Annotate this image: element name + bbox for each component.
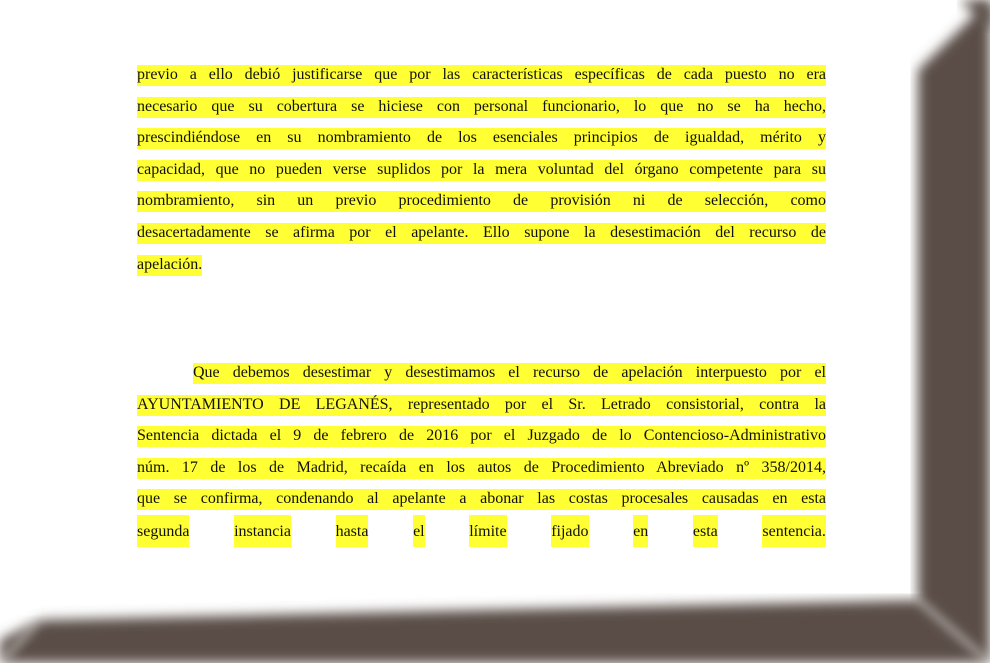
highlighted-text: nombramiento, sin un previo procedimiento de provisión ni de selección, como xyxy=(137,191,826,212)
highlighted-text: capacidad, que no pueden verse suplidos por la mera voluntad del órgano competente para su xyxy=(137,160,826,181)
text-line xyxy=(137,249,826,281)
text-line xyxy=(137,483,826,515)
paragraph-fallo xyxy=(137,357,826,547)
highlighted-word: sentencia. xyxy=(762,515,826,547)
highlighted-word: fijado xyxy=(551,515,588,547)
text-line xyxy=(137,154,826,186)
highlighted-word: el xyxy=(413,515,425,547)
highlighted-word: límite xyxy=(469,515,506,547)
text-line xyxy=(137,515,826,547)
text-line xyxy=(137,185,826,217)
text-line xyxy=(137,217,826,249)
highlighted-text: AYUNTAMIENTO DE LEGANÉS, representado por el Sr. Letrado consistorial, contra la xyxy=(137,395,826,416)
highlighted-word: instancia xyxy=(234,515,291,547)
text-line xyxy=(137,357,826,389)
text-line xyxy=(137,122,826,154)
text-line xyxy=(137,452,826,484)
highlighted-word: en xyxy=(633,515,648,547)
highlighted-text: previo a ello debió justificarse que por las características específicas de cada puesto no era xyxy=(137,65,826,86)
highlighted-word: hasta xyxy=(336,515,369,547)
paragraph-fundamentos xyxy=(137,59,826,280)
highlighted-text: que se confirma, condenando al apelante a abonar las costas procesales causadas en esta xyxy=(137,489,826,510)
highlighted-text: desacertadamente se afirma por el apelante. Ello supone la desestimación del recurso de xyxy=(137,223,826,244)
text-line xyxy=(137,91,826,123)
highlighted-text: apelación. xyxy=(137,255,202,276)
highlighted-text: Que debemos desestimar y desestimamos el recurso de apelación interpuesto por el xyxy=(193,363,826,384)
text-line xyxy=(137,389,826,421)
text-line xyxy=(137,59,826,91)
highlighted-text: núm. 17 de los de Madrid, recaída en los autos de Procedimiento Abreviado nº 358/2014, xyxy=(137,458,826,479)
text-line xyxy=(137,420,826,452)
highlighted-text: Sentencia dictada el 9 de febrero de 2016 por el Juzgado de lo Contencioso-Administrativo xyxy=(137,426,826,447)
highlighted-word: esta xyxy=(693,515,718,547)
highlighted-text: prescindiéndose en su nombramiento de los esenciales principios de igualdad, mérito y xyxy=(137,128,826,149)
highlighted-word: segunda xyxy=(137,515,189,547)
highlighted-text: necesario que su cobertura se hiciese con personal funcionario, lo que no se ha hecho, xyxy=(137,97,826,118)
